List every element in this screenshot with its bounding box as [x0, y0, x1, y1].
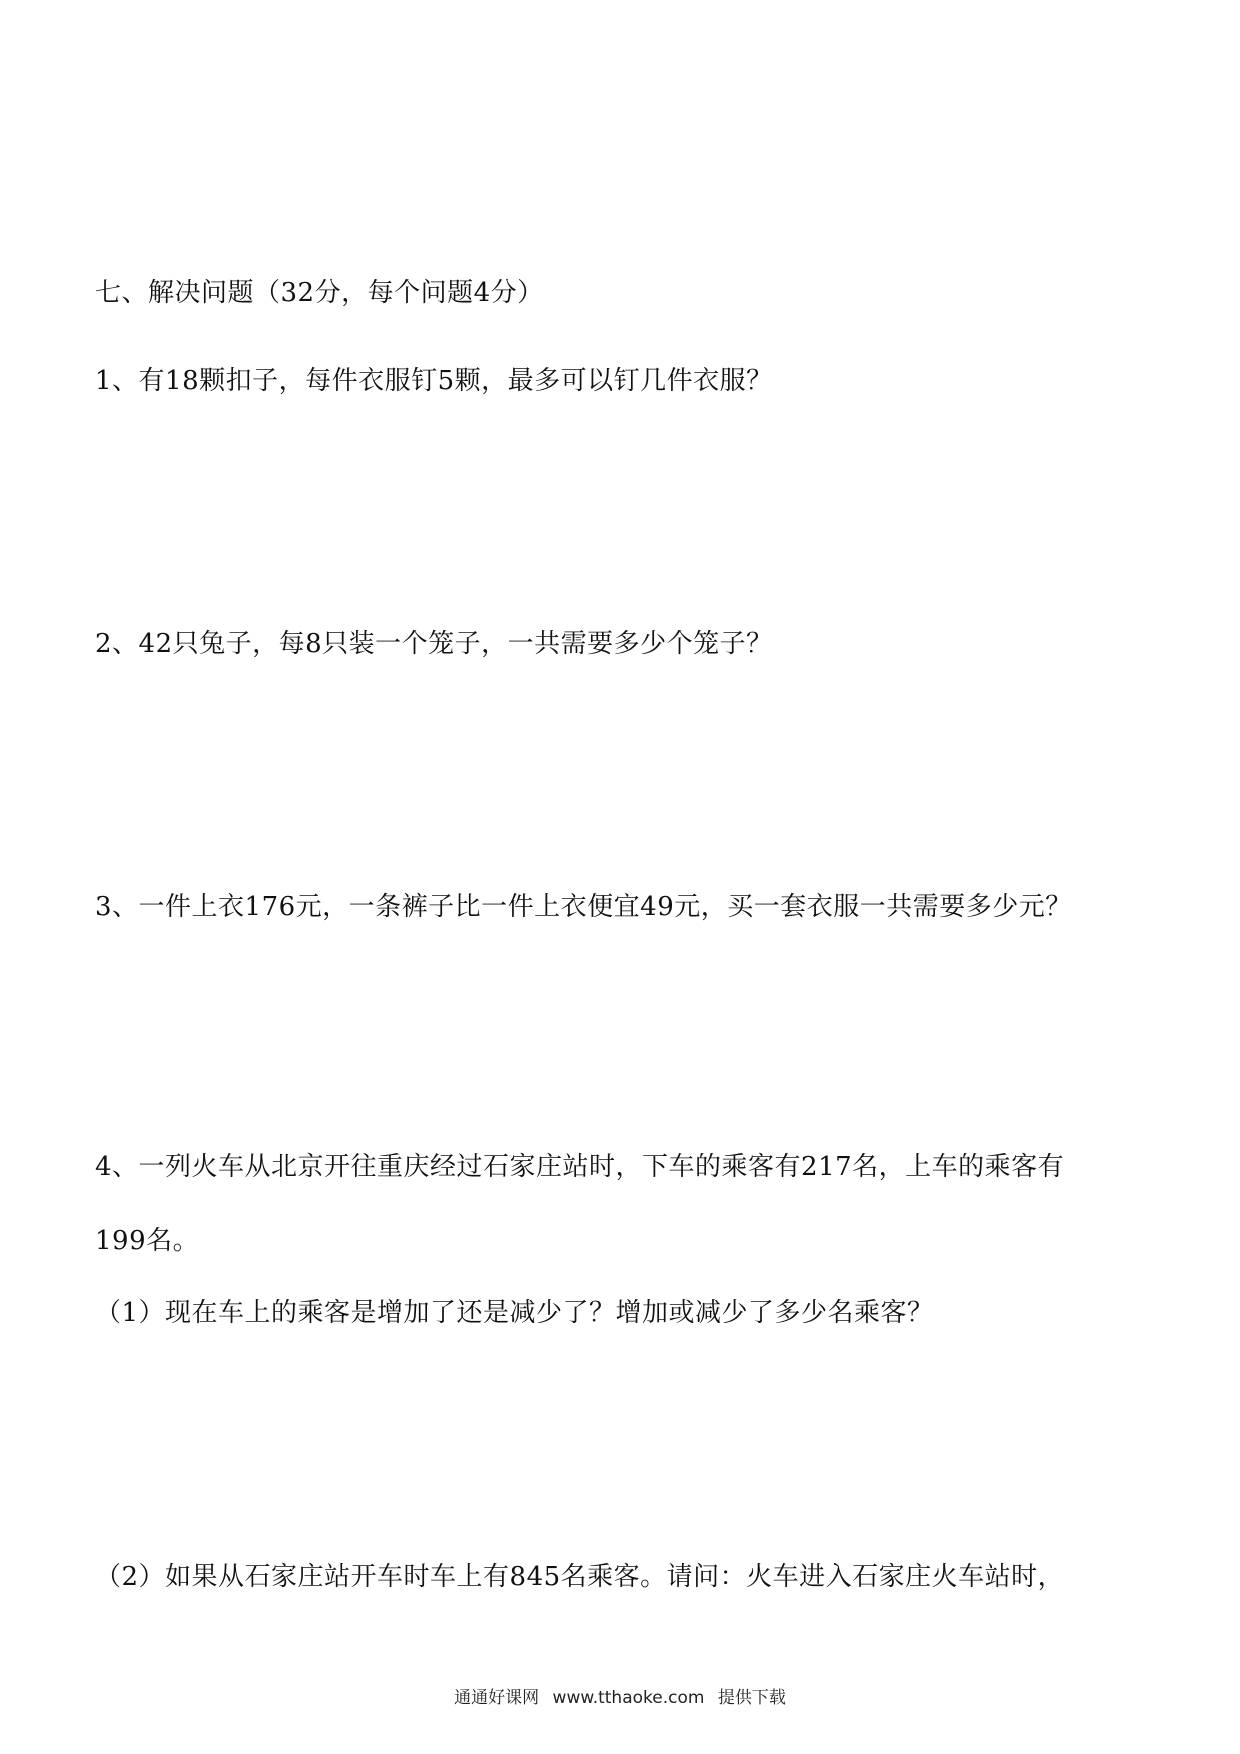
question-4-line-1: 4、一列火车从北京开往重庆经过石家庄站时，下车的乘客有217名，上车的乘客有	[95, 1152, 1065, 1182]
question-3: 3、一件上衣176元，一条裤子比一件上衣便宜49元，买一套衣服一共需要多少元？	[95, 892, 1072, 922]
page-footer	[0, 1687, 1240, 1709]
footer-url[interactable]: www.tthaoke.com	[552, 1688, 705, 1708]
question-4-subquestion-1: （1）现在车上的乘客是增加了还是减少了？增加或减少了多少名乘客？	[95, 1298, 934, 1328]
section-title: 七、解决问题（32分，每个问题4分）	[95, 278, 544, 308]
question-2: 2、42只兔子，每8只装一个笼子，一共需要多少个笼子？	[95, 629, 773, 659]
question-4-subquestion-2: （2）如果从石家庄站开车时车上有845名乘客。请问：火车进入石家庄火车站时，	[95, 1562, 1065, 1592]
footer-site-name: 通通好课网	[454, 1688, 540, 1708]
question-4-line-2: 199名。	[95, 1226, 200, 1256]
question-1: 1、有18颗扣子，每件衣服钉5颗，最多可以钉几件衣服？	[95, 366, 773, 396]
footer-note: 提供下载	[717, 1688, 786, 1708]
